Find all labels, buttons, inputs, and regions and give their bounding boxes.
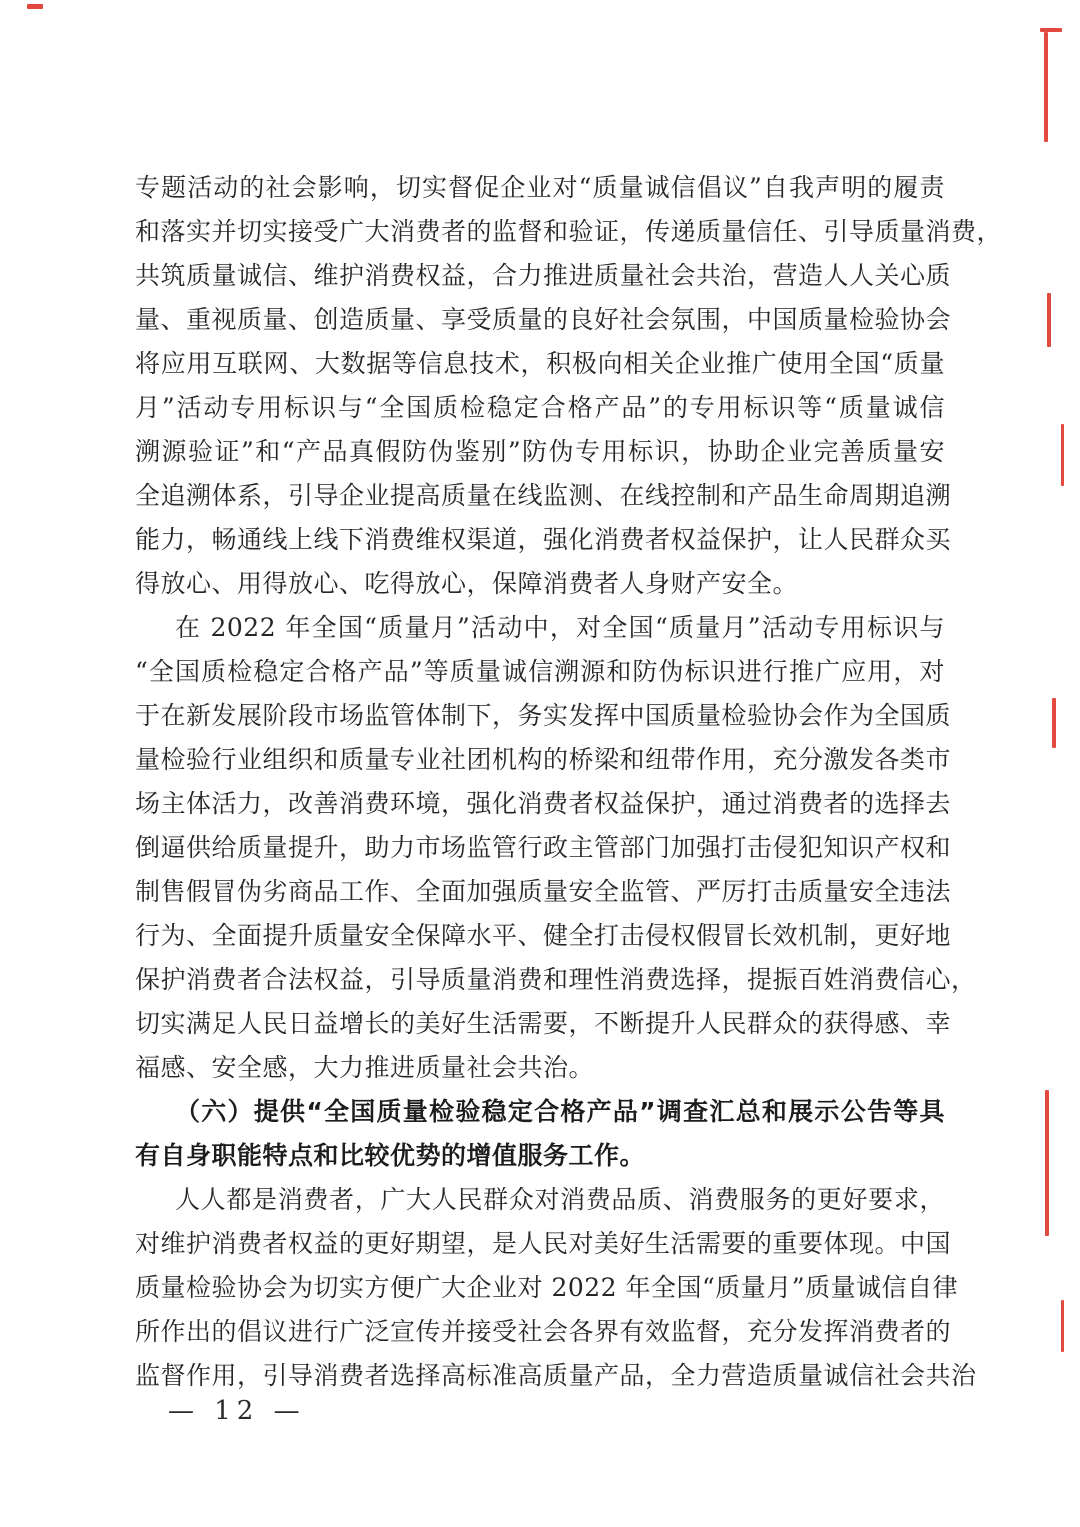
text-line: 月”活动专用标识与“全国质检稳定合格产品”的专用标识等“质量诚信	[135, 393, 945, 422]
text-line: （六）提供“全国质量检验稳定合格产品”调查汇总和展示公告等具	[175, 1097, 945, 1126]
document-body	[135, 166, 1003, 1398]
text-line: 得放心、用得放心、吃得放心，保障消费者人身财产安全。	[135, 569, 799, 598]
red-edge-mark	[1045, 1090, 1049, 1236]
red-edge-mark	[1044, 32, 1048, 142]
text-line: 行为、全面提升质量安全保障水平、健全打击侵权假冒长效机制，更好地	[135, 921, 952, 950]
page-number: — 12 —	[168, 1396, 306, 1426]
paragraph-2022-quality-month	[135, 606, 977, 1090]
red-edge-mark	[1052, 698, 1056, 748]
text-line: 人人都是消费者，广大人民群众对消费品质、消费服务的更好要求，	[175, 1185, 945, 1214]
text-line: 和落实并切实接受广大消费者的监督和验证，传递质量信任、引导质量消费，	[135, 217, 1003, 246]
text-line: 共筑质量诚信、维护消费权益，合力推进质量社会共治，营造人人关心质	[135, 261, 952, 290]
text-line: 制售假冒伪劣商品工作、全面加强质量安全监管、严厉打击质量安全违法	[135, 877, 952, 906]
red-edge-mark	[1061, 424, 1064, 486]
text-line: 福感、安全感，大力推进质量社会共治。	[135, 1053, 595, 1082]
text-line: 所作出的倡议进行广泛宣传并接受社会各界有效监督，充分发挥消费者的	[135, 1317, 952, 1346]
text-line: 切实满足人民日益增长的美好生活需要，不断提升人民群众的获得感、幸	[135, 1009, 952, 1038]
paragraph-continuation	[135, 166, 1003, 606]
red-edge-mark	[1061, 1300, 1064, 1352]
text-line: 质量检验协会为切实方便广大企业对 2022 年全国“质量月”质量诚信自律	[135, 1273, 959, 1302]
text-line: 有自身职能特点和比较优势的增值服务工作。	[135, 1141, 646, 1170]
text-line: 监督作用，引导消费者选择高标准高质量产品，全力营造质量诚信社会共治	[135, 1361, 977, 1390]
text-line: 于在新发展阶段市场监管体制下，务实发挥中国质量检验协会作为全国质	[135, 701, 952, 730]
text-line: 在 2022 年全国“质量月”活动中，对全国“质量月”活动专用标识与	[175, 613, 945, 642]
text-line: “全国质检稳定合格产品”等质量诚信溯源和防伪标识进行推广应用，对	[135, 657, 945, 686]
text-line: 场主体活力，改善消费环境，强化消费者权益保护，通过消费者的选择去	[135, 789, 952, 818]
text-line: 保护消费者合法权益，引导质量消费和理性消费选择，提振百姓消费信心，	[135, 965, 977, 994]
text-line: 量、重视质量、创造质量、享受质量的良好社会氛围，中国质量检验协会	[135, 305, 952, 334]
text-line: 倒逼供给质量提升，助力市场监管行政主管部门加强打击侵犯知识产权和	[135, 833, 952, 862]
text-line: 对维护消费者权益的更好期望，是人民对美好生活需要的重要体现。中国	[135, 1229, 952, 1258]
text-line: 将应用互联网、大数据等信息技术，积极向相关企业推广使用全国“质量	[135, 349, 945, 378]
text-line: 能力，畅通线上线下消费维权渠道，强化消费者权益保护，让人民群众买	[135, 525, 952, 554]
paragraph-consumers	[135, 1178, 977, 1398]
text-line: 全追溯体系，引导企业提高质量在线监测、在线控制和产品生命周期追溯	[135, 481, 952, 510]
red-edge-mark	[27, 4, 43, 9]
text-line: 专题活动的社会影响，切实督促企业对“质量诚信倡议”自我声明的履责	[135, 173, 945, 202]
text-line: 量检验行业组织和质量专业社团机构的桥梁和纽带作用，充分激发各类市	[135, 745, 952, 774]
red-edge-mark	[1047, 293, 1051, 347]
text-line: 溯源验证”和“产品真假防伪鉴别”防伪专用标识，协助企业完善质量安	[135, 437, 945, 466]
section-heading-six	[135, 1090, 945, 1178]
